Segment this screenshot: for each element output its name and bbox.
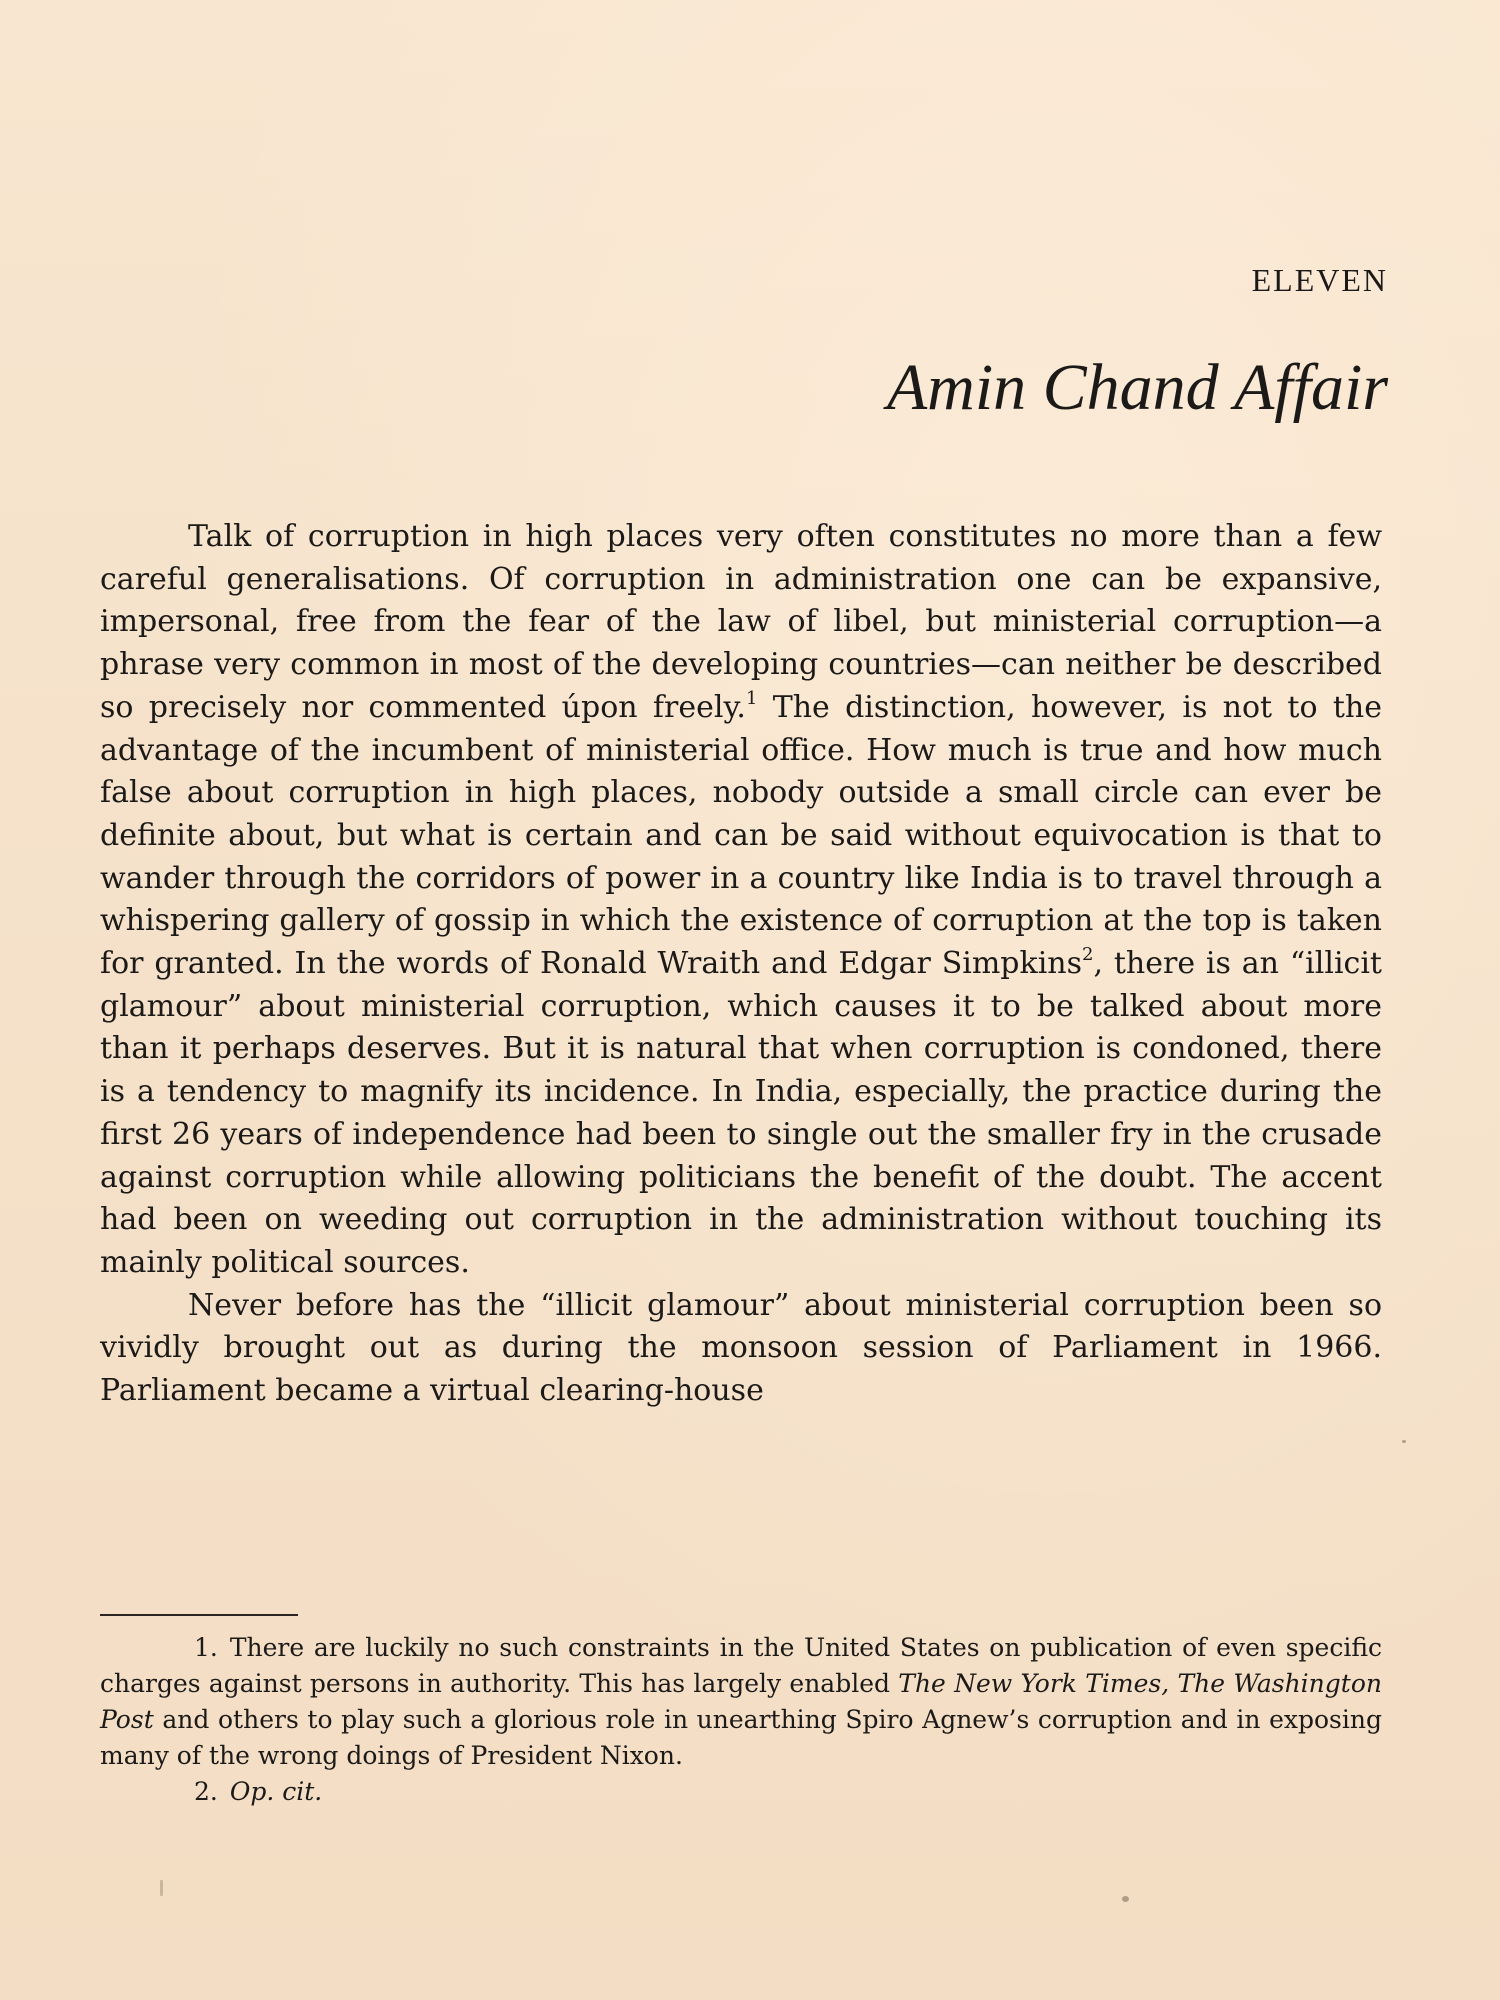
footnote-2 bbox=[100, 1774, 1382, 1810]
paragraph-2: Never before has the “illicit glamour” about ministerial corruption been so vividly brought out as during the monsoon session of Parliament in 1966. Parliament became a virtual clearing-house bbox=[100, 1287, 1382, 1409]
footnote-1 bbox=[100, 1630, 1382, 1774]
paragraph-1-part-c: , there is an “illicit glamour” about ministerial corruption, which causes it to be talked about more than it perhaps deserves. But it is natural that when corruption is condoned, there is a tendency to magnify its incidence. In India, especially, the practice during the first 26 years of independence had been to single out the smaller fry in the crusade against corruption while allowing politicians the benefit of the doubt. The accent had been on weeding out corruption in the administration without touching its mainly political sources. bbox=[100, 946, 1382, 1280]
footnote-1-nyt: The New York Times, bbox=[898, 1669, 1170, 1698]
chapter-title: Amin Chand Affair bbox=[886, 351, 1388, 424]
footnote-2-text: Op. cit. bbox=[229, 1777, 323, 1806]
paragraph-1-part-b: The distinction, however, is not to the advantage of the incumbent of ministerial office. How much is true and how much false about corruption in high places, nobody outside a small circle can ever be definite about, but what is certain and can be said without equivocation is that to wander through the corridors of power in a country like India is to travel through a whispering gallery of gossip in which the existence of corruption at the top is taken for granted. In the words of Ronald Wraith and Edgar Simpkins bbox=[100, 689, 1382, 982]
footnote-ref-1: 1 bbox=[745, 687, 758, 709]
footnote-1-number: 1. bbox=[194, 1633, 218, 1662]
paragraph-1-part-a: Talk of corruption in high places very often constitutes no more than a few careful generalisations. Of corruption in administration one can be expansive, impersonal, free from the fear of the law of libel, but ministerial corruption—a phrase very common in most of the developing countries—can neither be described so precisely nor commented úpon freely. bbox=[100, 519, 1382, 725]
footnote-ref-2: 2 bbox=[1082, 944, 1094, 966]
paper-speck bbox=[1122, 1896, 1129, 1902]
chapter-number: ELEVEN bbox=[1251, 262, 1388, 298]
footnote-divider bbox=[100, 1614, 298, 1616]
chapter-body bbox=[100, 516, 1382, 1413]
footnote-1-text-c: and others to play such a glorious role in unearthing Spiro Agnew’s corruption and in exposing many of the wrong doings of President Nixon. bbox=[100, 1705, 1382, 1770]
paper-speck bbox=[160, 1880, 163, 1896]
footnote-2-number: 2. bbox=[194, 1777, 218, 1806]
footnotes bbox=[100, 1630, 1382, 1810]
footnote-1-wp: The Washington Post bbox=[100, 1669, 1382, 1734]
footnote-1-text-a: There are luckily no such constraints in the United States on publication of even specific charges against persons in authority. This has largely enabled bbox=[100, 1633, 1382, 1698]
paper-speck bbox=[1402, 1440, 1406, 1443]
paragraph-1 bbox=[100, 516, 1382, 1285]
